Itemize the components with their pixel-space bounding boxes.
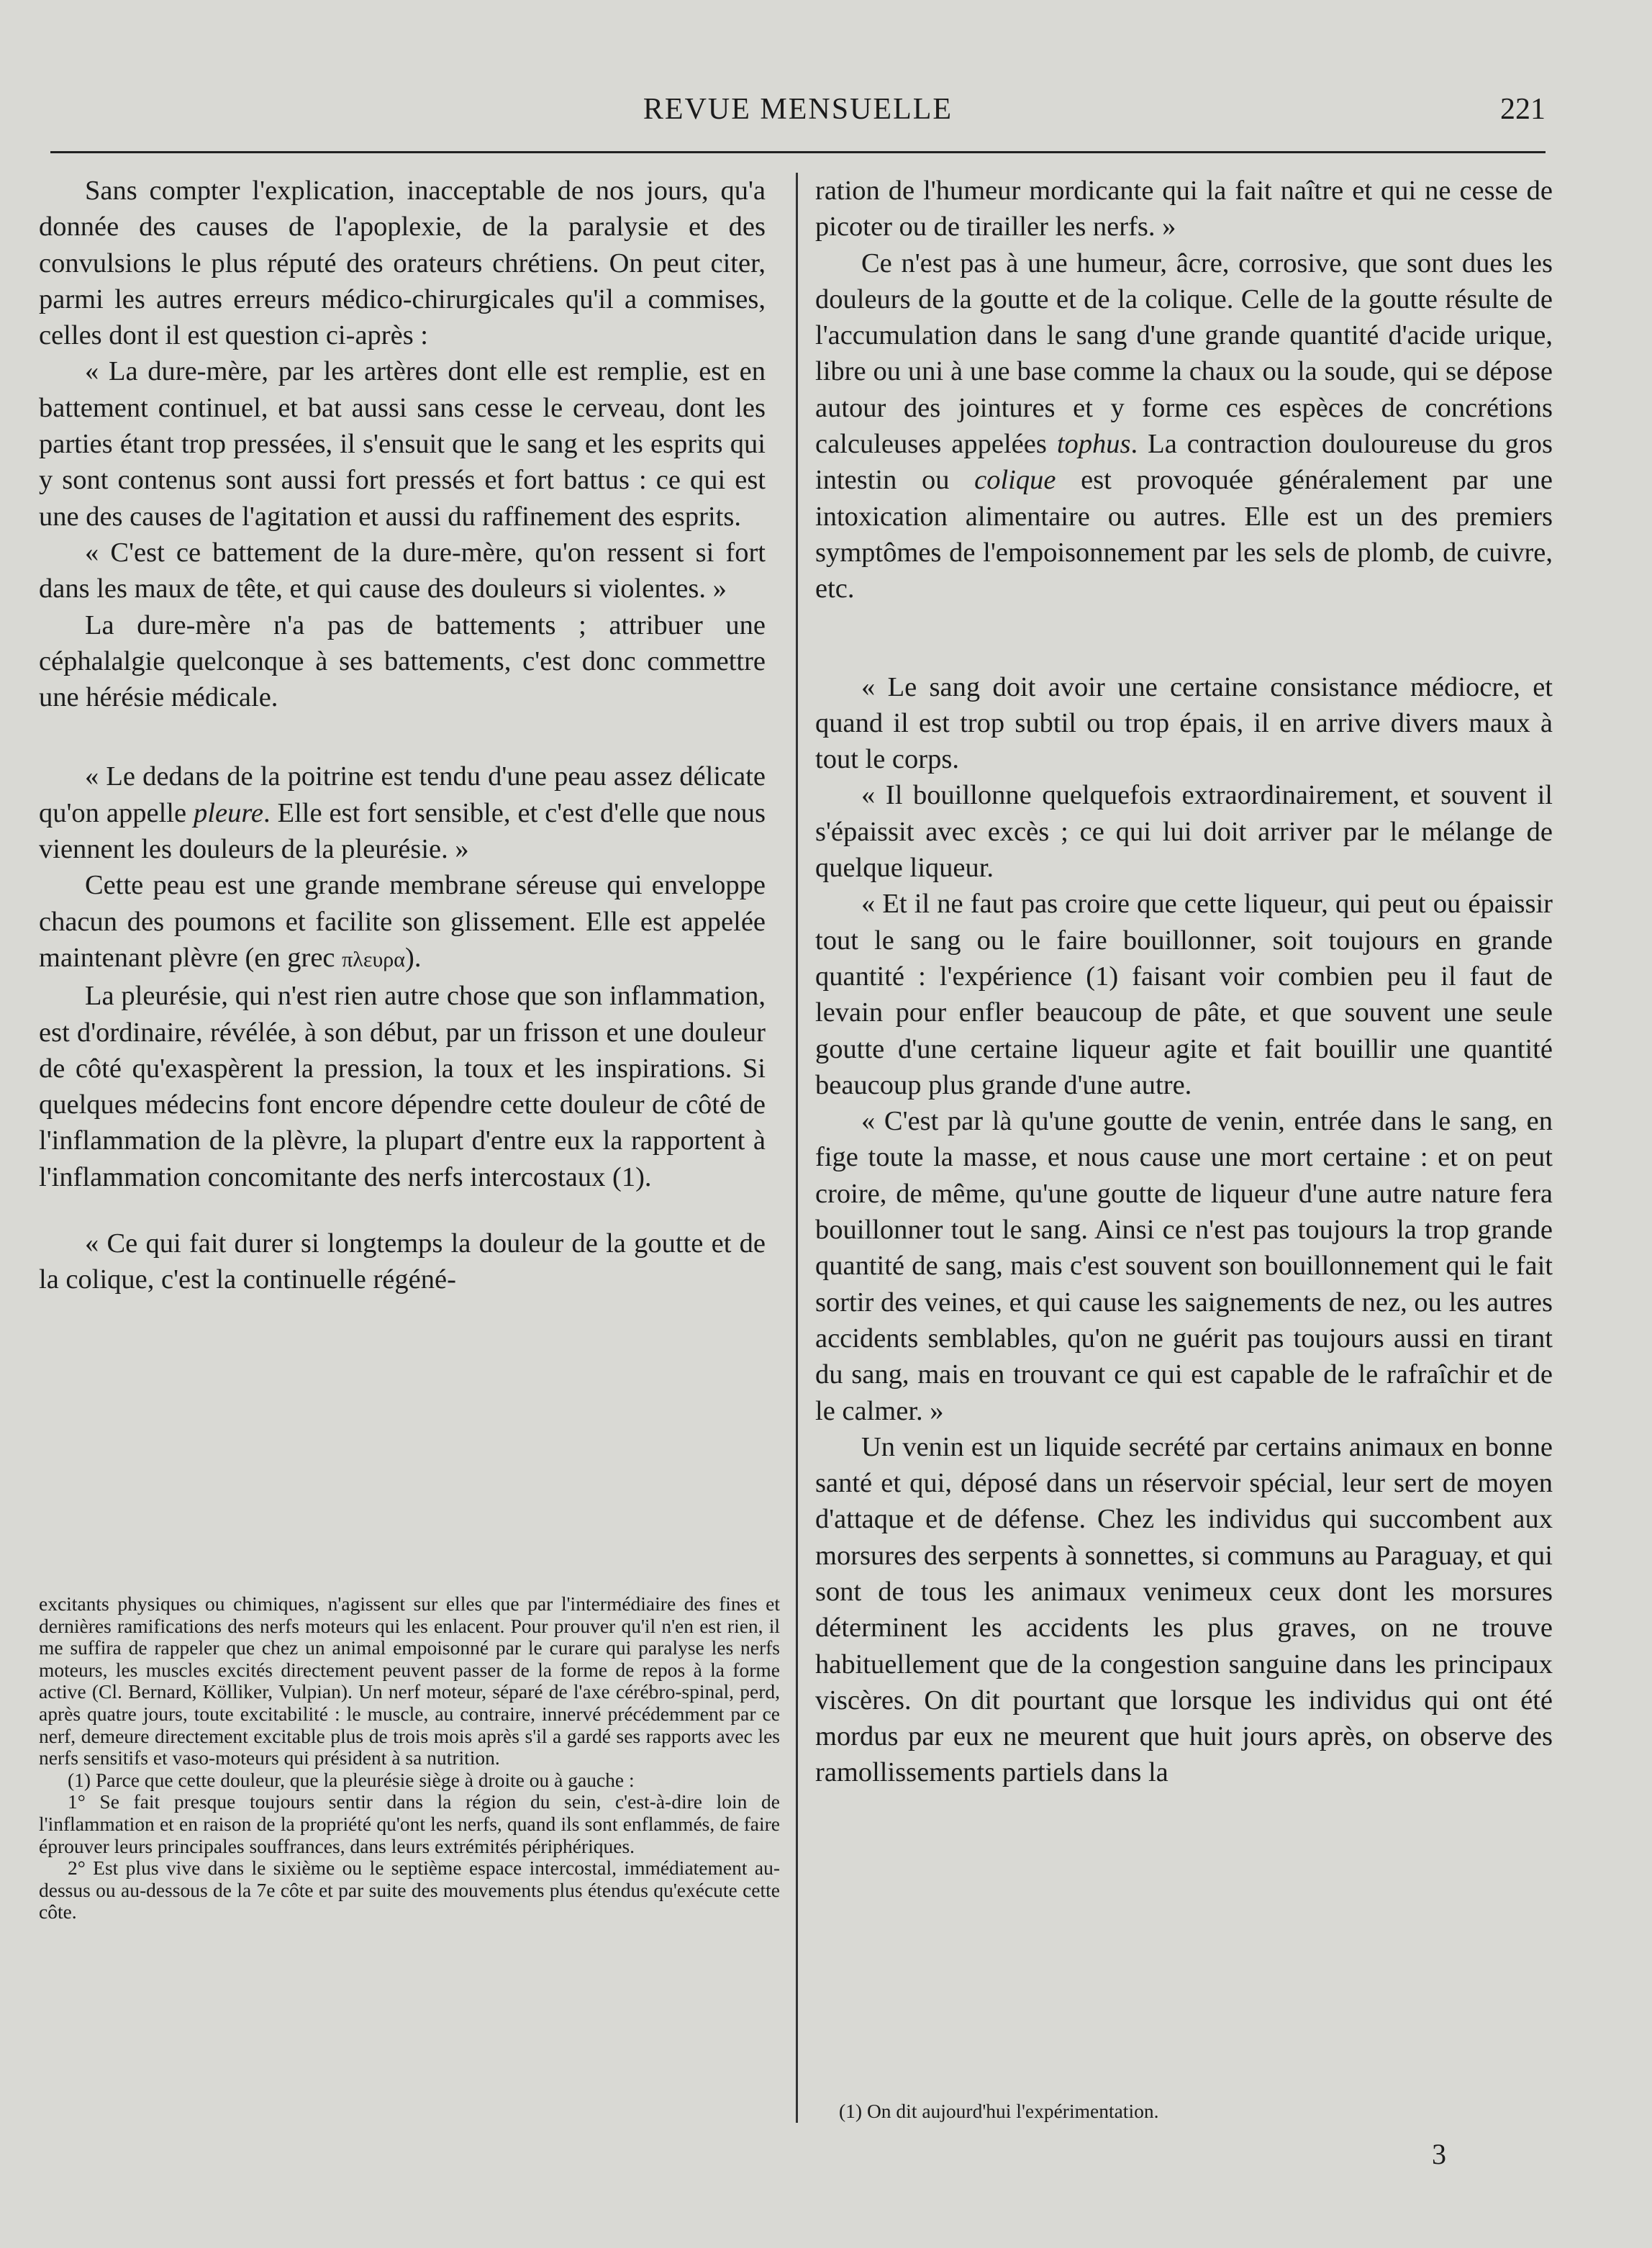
quote-paragraph: « La dure-mère, par les artères dont elle est remplie, est en battement continuel, et bat aussi sans cesse le cerveau, dont les parties étant trop pressées, il s'ensuit que le sang et les esprits qui y sont contenus sont aussi fort pressés et fort battus : ce qui est une des causes de l'agitation et aussi du raffinement des esprits. xyxy=(39,356,766,532)
left-column xyxy=(39,173,766,1298)
footnote: (1) On dit aujourd'hui l'expérimentation. xyxy=(839,2100,1159,2122)
paragraph: ration de l'humeur mordicante qui la fait naître et qui ne cesse de picoter ou de tirailler les nerfs. » xyxy=(815,176,1553,243)
paragraph: Cette peau est une grande membrane séreuse qui enveloppe chacun des poumons et facilite son glissement. Elle est appelée maintenant plèvre (en grec πλευρα). xyxy=(39,870,766,973)
footnote-item: 2° Est plus vive dans le sixième ou le septième espace intercostal, immédiatement au-dessus ou au-dessous de la 7e côte et par suite des mouvements plus étendus qu'exécute cette côte. xyxy=(39,1857,780,1923)
quote-paragraph: « C'est par là qu'une goutte de venin, entrée dans le sang, en fige toute la masse, et nous cause une mort certaine : et on peut croire, de même, qu'une goutte de liqueur d'une autre nature fera bouillonner tout le sang. Ainsi ce n'est pas toujours la trop grande quantité de sang, mais c'est souvent son bouillonnement qui le fait sortir des veines, et qui cause les saignements de nez, ou les autres accidents semblables, qu'on ne guérit pas toujours aussi en tirant du sang, mais en trouvant ce qui est capable de le rafraîchir et de le calmer. » xyxy=(815,1106,1553,1426)
paragraph: Sans compter l'explication, inacceptable de nos jours, qu'a donnée des causes de l'apoplexie, de la paralysie et des convulsions le plus réputé des orateurs chrétiens. On peut citer, parmi les autres erreurs médico-chirurgicales qu'il a commises, celles dont il est question ci-après : xyxy=(39,176,766,351)
quote-paragraph: « Et il ne faut pas croire que cette liqueur, qui peut ou épaissir tout le sang ou le faire bouillonner, soit toujours en grande quantité : l'expérience (1) faisant voir combien peu il faut de levain pour enfler beaucoup de pâte, et que souvent une seule goutte d'une certaine liqueur agite et fait bouillir une quantité beaucoup plus grande d'une autre. xyxy=(815,889,1553,1100)
spacer xyxy=(39,715,766,758)
quote-paragraph: « C'est ce battement de la dure-mère, qu'on ressent si fort dans les maux de tête, et qui cause des douleurs si violentes. » xyxy=(39,537,766,604)
column-divider xyxy=(796,173,798,2123)
page-number: 221 xyxy=(1500,93,1546,126)
italic-term: tophus xyxy=(1056,429,1131,460)
italic-term: colique xyxy=(974,465,1056,496)
signature-mark: 3 xyxy=(1432,2138,1446,2170)
right-column xyxy=(815,173,1553,1791)
quote-paragraph: « Il bouillonne quelquefois extraordinairement, et souvent il s'épaissit avec excès ; ce qui lui doit arriver par le mélange de quelque liqueur. xyxy=(815,780,1553,884)
paragraph: La dure-mère n'a pas de battements ; attribuer une céphalalgie quelconque à ses battements, c'est donc commettre une hérésie médicale. xyxy=(39,609,766,713)
footnotes xyxy=(39,1593,780,1923)
quote-paragraph: « Le dedans de la poitrine est tendu d'une peau assez délicate qu'on appelle pleure. Elle est fort sensible, et c'est d'elle que nous viennent les douleurs de la pleurésie. » xyxy=(39,761,766,865)
quote-paragraph: « Le sang doit avoir une certaine consistance médiocre, et quand il est trop subtil ou trop épais, il en arrive divers maux à tout le corps. xyxy=(815,671,1553,775)
paragraph: Ce n'est pas à une humeur, âcre, corrosive, que sont dues les douleurs de la goutte et de la colique. Celle de la goutte résulte de l'accumulation dans le sang d'une grande quantité d'acide urique, libre ou uni à une base comme la chaux ou la soude, qui se dépose autour des jointures et y forme ces espèces de concrétions calculeuses appelées tophus. La contraction douloureuse du gros intestin ou colique est provoquée généralement par une intoxication alimentaire ou autres. Elle est un des premiers symptômes de l'empoisonnement par les sels de plomb, de cuivre, etc. xyxy=(815,248,1553,604)
journal-title: REVUE MENSUELLE xyxy=(643,93,953,126)
spacer xyxy=(815,607,1553,669)
greek-term: πλευρα xyxy=(342,947,405,971)
paragraph: Un venin est un liquide secrété par certains animaux en bonne santé et qui, déposé dans un réservoir spécial, leur sert de moyen d'attaque et de défense. Chez les individus qui succombent aux morsures des serpents à sonnettes, si communs au Paraguay, et qui sont de tous les animaux venimeux ceux dont les morsures déterminent les accidents les plus graves, on ne trouve habituellement que de la congestion sanguine dans les principaux viscères. On dit pourtant que lorsque les individus qui ont été mordus par eux ne meurent que huit jours après, on observe des ramollissements partiels dans la xyxy=(815,1431,1553,1788)
spacer xyxy=(39,1195,766,1225)
footnote-continuation: excitants physiques ou chimiques, n'agissent sur elles que par l'intermédiaire des fines et dernières ramifications des nerfs moteurs qui les enlacent. Pour prouver qu'il n'en est rien, il me suffira de rappeler que chez un animal empoisonné par le curare qui paralyse les nerfs moteurs, les muscles excités directement peuvent passer de la forme de repos à la forme active (Cl. Bernard, Kölliker, Vulpian). Un nerf moteur, séparé de l'axe cérébro-spinal, perd, après quatre jours, toute excitabilité : le muscle, au contraire, innervé précédemment par ce nerf, demeure directement excitable plus de trois mois après s'il a gardé ses rapports avec les nerfs sensitifs et vaso-moteurs qui président à sa nutrition. xyxy=(39,1592,780,1769)
quote-paragraph: « Ce qui fait durer si longtemps la douleur de la goutte et de la colique, c'est la continuelle régéné- xyxy=(39,1228,766,1295)
footnote: (1) Parce que cette douleur, que la pleurésie siège à droite ou à gauche : xyxy=(68,1768,635,1791)
footnote-item: 1° Se fait presque toujours sentir dans la région du sein, c'est-à-dire loin de l'inflammation et en raison de la propriété qu'ont les nerfs, quand ils sont enflammés, de faire éprouver leurs principales souffrances, dans leurs extrémités périphériques. xyxy=(39,1790,780,1857)
header-rule xyxy=(50,151,1546,153)
italic-term: pleure xyxy=(194,797,263,828)
paragraph: La pleurésie, qui n'est rien autre chose que son inflammation, est d'ordinaire, révélée, à son début, par un frisson et une douleur de côté qu'exaspèrent la pression, la toux et les inspirations. Si quelques médecins font encore dépendre cette douleur de côté de l'inflammation de la plèvre, la plupart d'entre eux la rapportent à l'inflammation concomitante des nerfs intercostaux (1). xyxy=(39,981,766,1192)
running-header xyxy=(50,92,1546,140)
